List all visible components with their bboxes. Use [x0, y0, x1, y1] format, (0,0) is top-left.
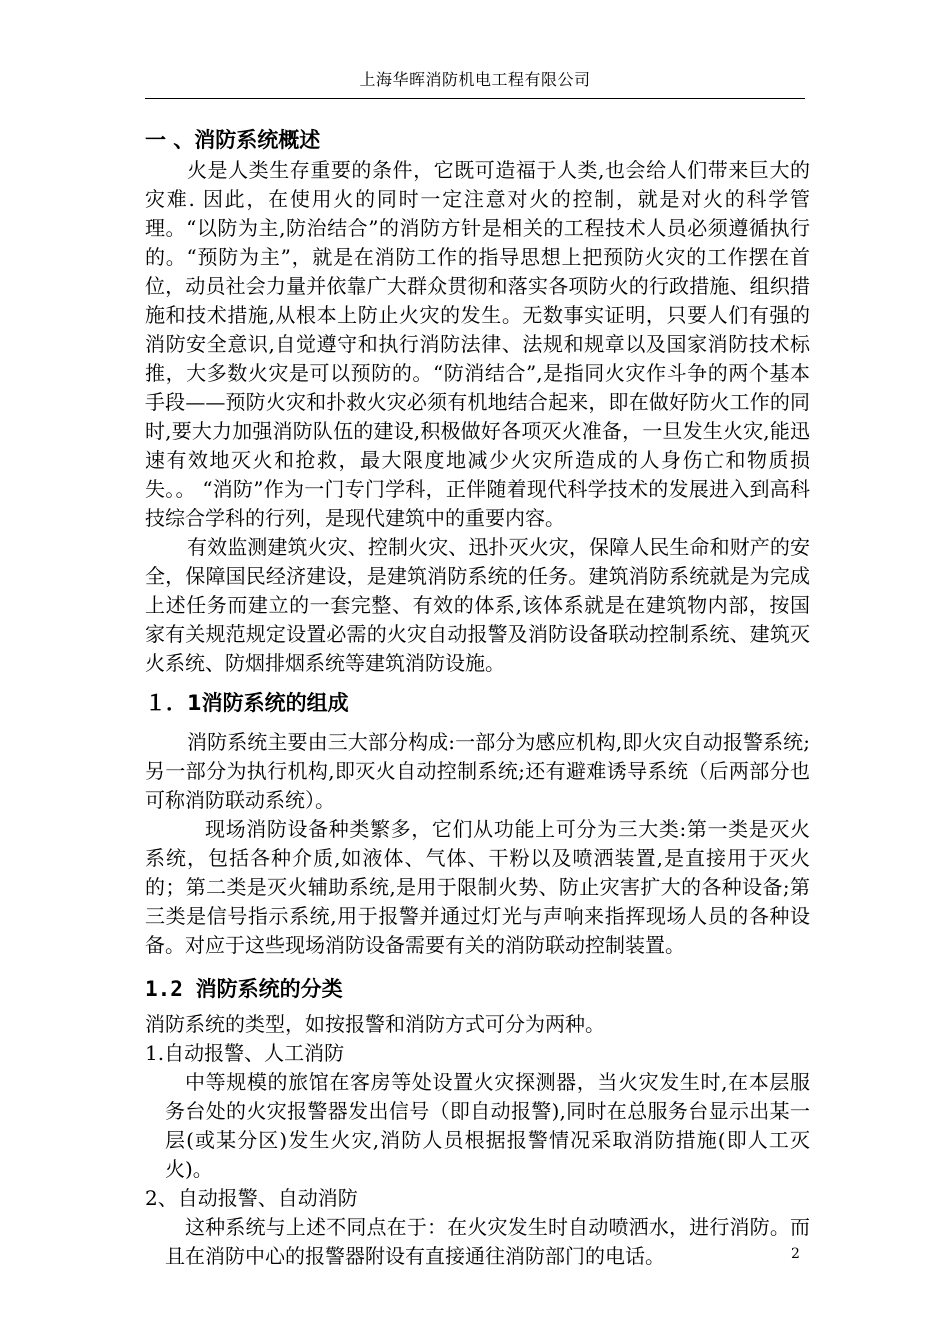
header-rule	[145, 98, 805, 99]
list-item-text-1: 中等规模的旅馆在客房等处设置火灾探测器，当火灾发生时,在本层服务台处的火灾报警器发出信号（即自动报警),同时在总服务台显示出某一层(或某分区)发生火灾,消防人员根据报警情况采取消防措施(即人工灭火)。	[165, 1070, 810, 1181]
list-item-label-2: 2、自动报警、自动消防	[145, 1186, 358, 1210]
paragraph-overview-2: 有效监测建筑火灾、控制火灾、迅扑灭火灾，保障人民生命和财产的安全，保障国民经济建设，是建筑消防系统的任务。建筑消防系统就是为完成上述任务而建立的一套完整、有效的体系,该体系就是在建筑物内部，按国家有关规范规定设置必需的火灾自动报警及消防设备联动控制系统、建筑灭火系统、防烟排烟系统等建筑消防设施。	[145, 535, 810, 675]
section-title-composition: １．1消防系统的组成	[145, 691, 349, 715]
page-header: 上海华晖消防机电工程有限公司	[359, 70, 591, 89]
section-title-classification: 1.2 消防系统的分类	[145, 977, 343, 1001]
list-item-label-1: 1.自动报警、人工消防	[145, 1041, 345, 1065]
paragraph-composition-2: 现场消防设备种类繁多，它们从功能上可分为三大类:第一类是灭火系统，包括各种介质,如液体、气体、干粉以及喷洒装置,是直接用于灭火的；第二类是灭火辅助系统,是用于限制火势、防止灾害扩大的各种设备;第三类是信号指示系统,用于报警并通过灯光与声响来指挥现场人员的各种设备。对应于这些现场消防设备需要有关的消防联动控制装置。	[145, 817, 810, 957]
paragraph-composition-1: 消防系统主要由三大部分构成:一部分为感应机构,即火灾自动报警系统;另一部分为执行机构,即灭火自动控制系统;还有避难诱导系统（后两部分也可称消防联动系统）。	[145, 730, 810, 812]
document-body	[145, 124, 810, 1271]
paragraph-overview-1: 火是人类生存重要的条件，它既可造福于人类,也会给人们带来巨大的灾难. 因此，在使用火的同时一定注意对火的控制，就是对火的科学管理。“以防为主,防治结合”的消防方针是相关的工程技术人员必须遵循执行的。“预防为主”，就是在消防工作的指导思想上把预防火灾的工作摆在首位，动员社会力量并依靠广大群众贯彻和落实各项防火的行政措施、组织措施和技术措施,从根本上防止火灾的发生。无数事实证明，只要人们有强的消防安全意识,自觉遵守和执行消防法律、法规和规章以及国家消防技术标推，大多数火灾是可以预防的。“防消结合”,是指同火灾作斗争的两个基本手段——预防火灾和扑救火灾必须有机地结合起来，即在做好防火工作的同时,要大力加强消防队伍的建设,积极做好各项灭火准备，一旦发生火灾,能迅速有效地灭火和抢救，最大限度地减少火灾所造成的人身伤亡和物质损失。。 “消防”作为一门专门学科，正伴随着现代科学技术的发展进入到高科技综合学科的行列，是现代建筑中的重要内容。	[145, 158, 810, 530]
paragraph-classification-intro: 消防系统的类型，如按报警和消防方式可分为两种。	[145, 1012, 605, 1036]
section-title-overview: 一 、消防系统概述	[145, 128, 321, 152]
list-item-text-2: 这种系统与上述不同点在于：在火灾发生时自动喷洒水，进行消防。而且在消防中心的报警器附设有直接通往消防部门的电话。	[165, 1215, 810, 1268]
page-number: 2	[791, 1246, 800, 1262]
